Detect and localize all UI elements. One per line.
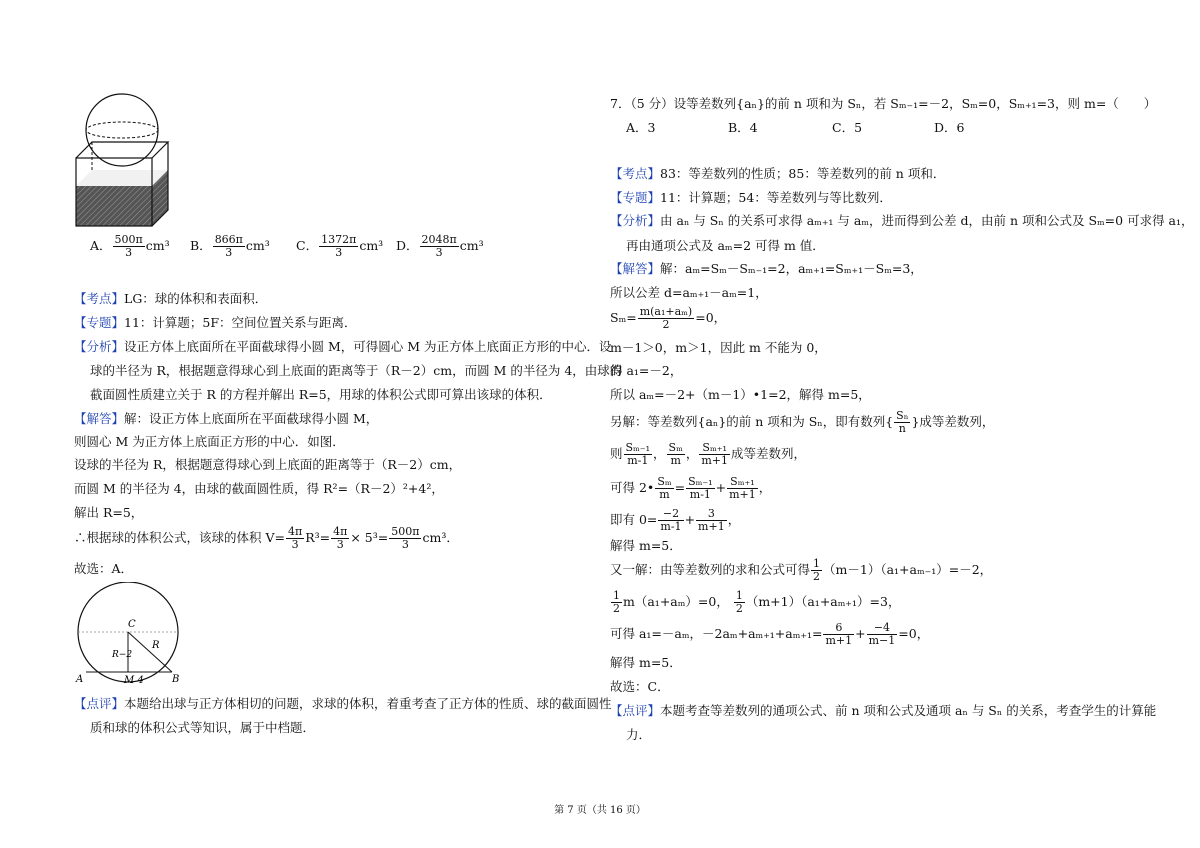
- label-r2: R−2: [112, 650, 133, 660]
- common-difference: 所以公差 d=aₘ₊₁－aₘ=1，: [610, 285, 768, 300]
- choice-d: D．6: [934, 120, 965, 135]
- option-c: C． $\frac{1372\pi}{3}$ cm³: [296, 233, 384, 259]
- page-footer: 第 7 页（共 16 页）: [554, 805, 646, 816]
- jieda-line-4: 而圆 M 的半径为 4，由球的截面圆性质，得 R²=（R－2）²+4²，: [74, 481, 444, 496]
- dianping-line: 【点评】本题给出球与正方体相切的问题，求球的体积，着重考查了正方体的性质、球的截面圆性: [74, 696, 612, 711]
- am-value: 所以 aₘ=－2+（m－1）•1=2，解得 m=5，: [610, 387, 871, 402]
- choices-row: [626, 119, 965, 137]
- dianping-line-r-2: 力．: [626, 727, 652, 742]
- jieda-line-3: 设球的半径为 R，根据题意得球心到上底面的距离等于（R－2）cm，: [74, 457, 462, 472]
- fenxi-line-r-2: 再由通项公式及 aₘ=2 可得 m 值．: [626, 238, 825, 253]
- fenxi-line-3: 截面圆性质建立关于 R 的方程并解出 R=5，用球的体积公式即可算出该球的体积．: [90, 387, 552, 402]
- another-solution: 又一解：由等差数列的求和公式可得 $\frac{1}{2}$ （m－1）（a₁+aₘ₋₁）=－2，: [610, 557, 993, 583]
- answer-c: 故选：C．: [610, 679, 670, 694]
- zhuanti-tag: 【专题】: [74, 315, 125, 330]
- label-a: A: [76, 674, 84, 685]
- mid-term-eq: 可得 2• $\frac{\text{Sₘ}}{m}$ = $\frac{\text{Sₘ₋₁}}{m-1}$ + $\frac{\text{Sₘ₊₁}}{m+1}$ ，: [610, 475, 772, 501]
- zhuanti-line: 【专题】11：计算题；5F：空间位置关系与距离．: [74, 315, 357, 330]
- alt-solution: 另解：等差数列{aₙ}的前 n 项和为 Sₙ，即有数列{ $\frac{\text{Sₙ}}{n}$ }成等差数列，: [610, 409, 995, 435]
- jieda-line-5: 解出 R=5，: [74, 505, 144, 520]
- answer-a: 故选：A．: [74, 561, 134, 576]
- m-condition: m－1＞0，m＞1，因此 m 不能为 0，: [610, 340, 827, 355]
- kaodian-line: 【考点】LG：球的体积和表面积．: [74, 291, 268, 306]
- label-r: R: [152, 640, 160, 651]
- label-m4: M 4: [124, 675, 144, 686]
- sum-formula: Sₘ= $\frac{\text{m(a₁+aₘ)}}{2}$ =0，: [610, 305, 727, 331]
- kaodian-tag-r: 【考点】: [610, 166, 661, 181]
- zhuanti-line-r: 【专题】11：计算题；54：等差数列与等比数列．: [610, 190, 892, 205]
- a1-value: 得 a₁=－2，: [610, 363, 683, 378]
- kaodian-tag: 【考点】: [74, 291, 125, 306]
- another-solution-2: $\frac{1}{2}$ m（a₁+aₘ）=0， $\frac{1}{2}$ （m+1）（a₁+aₘ₊₁）=3，: [613, 589, 901, 615]
- jieda-line: 【解答】解：设正方体上底面所在平面截球得小圆 M，: [74, 411, 379, 426]
- dianping-tag-r: 【点评】: [610, 703, 661, 718]
- label-b: B: [172, 674, 180, 685]
- option-row: [90, 233, 484, 259]
- label-c: C: [128, 619, 136, 630]
- choice-b: B．4: [728, 120, 758, 135]
- choice-c: C．5: [832, 120, 863, 135]
- fenxi-line-r: 【分析】由 aₙ 与 Sₙ 的关系可求得 aₘ₊₁ 与 aₘ，进而得到公差 d，由前 n 项和公式及 Sₘ=0 可求得 a₁，: [610, 213, 1194, 228]
- jieda-line-2: 则圆心 M 为正方体上底面正方形的中心．如图．: [74, 434, 345, 449]
- cross-section-figure: [72, 582, 184, 686]
- dianping-tag: 【点评】: [74, 696, 125, 711]
- right-column: [600, 0, 1200, 848]
- jieda-tag-r: 【解答】: [610, 261, 661, 276]
- option-a: A． $\frac{500\pi}{3}$ cm³: [90, 233, 170, 259]
- choice-a: A．3: [626, 120, 656, 135]
- kaodian-line-r: 【考点】83：等差数列的性质；85：等差数列的前 n 项和．: [610, 166, 946, 181]
- fenxi-tag: 【分析】: [74, 339, 125, 354]
- sphere-cube-figure: [72, 92, 180, 230]
- fenxi-line-2: 球的半径为 R，根据题意得球心到上底面的距离等于（R－2）cm，而圆 M 的半径为 4，由球的: [90, 363, 623, 378]
- zero-eq: 即有 0= $\frac{-2}{m-1}$ + $\frac{3}{m+1}$ ，: [610, 507, 741, 533]
- volume-formula: ∴根据球的体积公式，该球的体积 V= $\frac{4\pi}{3}$ R³= $\frac{4\pi}{3}$ × 5³= $\frac{500\pi}{3}$ cm³．: [74, 525, 459, 551]
- option-d: D． $\frac{2048\pi}{3}$ cm³: [396, 233, 484, 259]
- option-b: B． $\frac{866\pi}{3}$ cm³: [190, 233, 270, 259]
- dianping-line-2: 质和球的体积公式等知识，属于中档题．: [90, 720, 316, 735]
- arith-seq-terms: 则 $\frac{\text{Sₘ₋₁}}{m-1}$ ， $\frac{\text{Sₘ}}{m}$ ， $\frac{\text{Sₘ₊₁}}{m+1}$ 成等差数列，: [610, 441, 807, 467]
- zhuanti-tag-r: 【专题】: [610, 190, 661, 205]
- result-m5-a: 解得 m=5．: [610, 538, 682, 553]
- result-m5-b: 解得 m=5．: [610, 655, 682, 670]
- jieda-tag: 【解答】: [74, 411, 125, 426]
- fenxi-tag-r: 【分析】: [610, 213, 661, 228]
- question-7: 7．（5 分）设等差数列{aₙ}的前 n 项和为 Sₙ，若 Sₘ₋₁=－2，Sₘ=0，Sₘ₊₁=3，则 m=（ ）: [610, 96, 1157, 111]
- fenxi-line: 【分析】设正方体上底面所在平面截球得小圆 M，可得圆心 M 为正方体上底面正方形的中心．设: [74, 339, 612, 354]
- another-solution-3: 可得 a₁=－aₘ，－2aₘ+aₘ₊₁+aₘ₊₁= $\frac{6}{m+1}$ + $\frac{-4}{m-1}$ =0，: [610, 621, 930, 647]
- dianping-line-r: 【点评】本题考查等差数列的通项公式、前 n 项和公式及通项 aₙ 与 Sₙ 的关系，考查学生的计算能: [610, 703, 1157, 718]
- jieda-line-r: 【解答】解：aₘ=Sₘ－Sₘ₋₁=2，aₘ₊₁=Sₘ₊₁－Sₘ=3，: [610, 261, 923, 276]
